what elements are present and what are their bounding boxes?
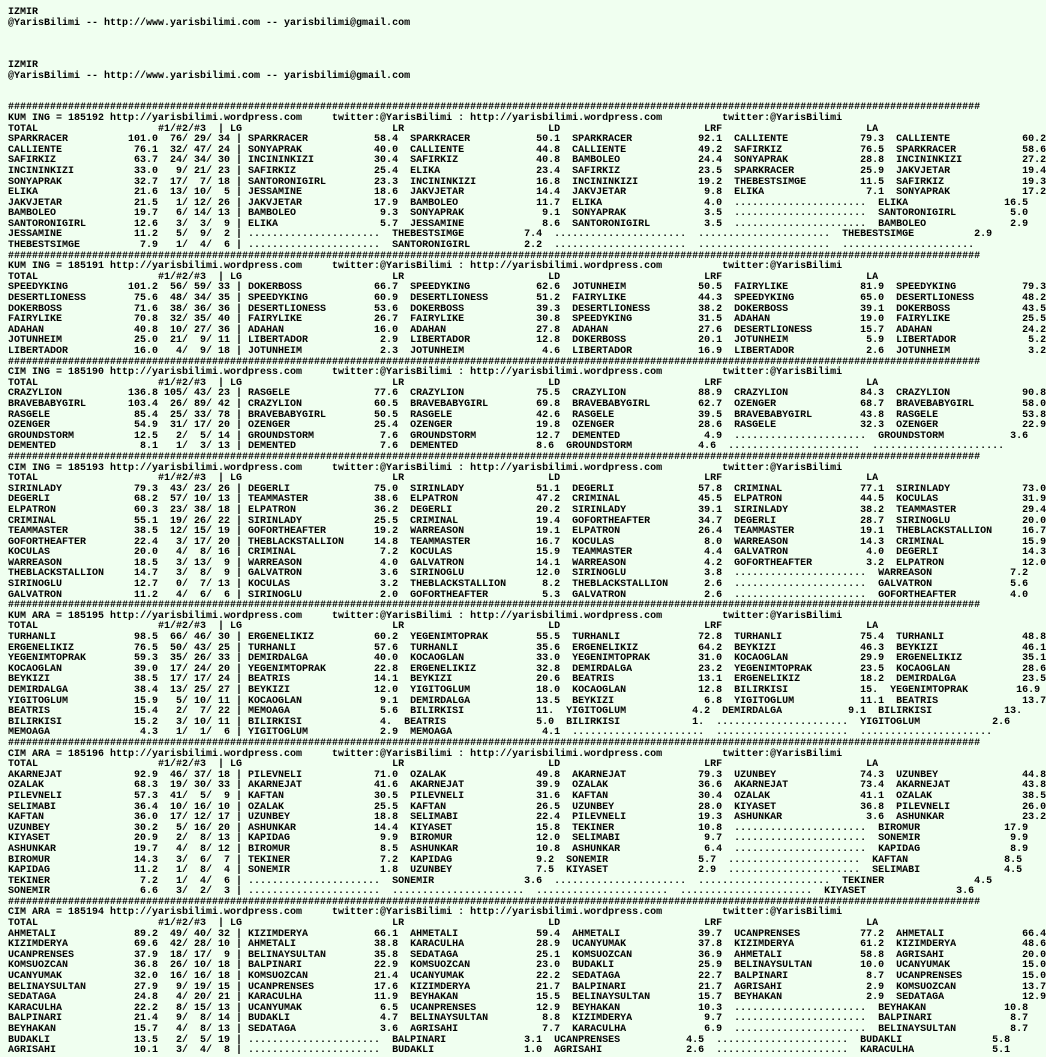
document-page [8,7,1046,1057]
race-statistics-text: IZMIR @YarisBilimi -- http://www.yarisbilimi.com -- yarisbilimi@gmail.com IZMIR @YarisBilimi -- http://www.yarisbilimi.com -- yarisbilimi@gmail.com ################################################################################################################################################################## KUM ING = 185192 http://yarisbilimi.wordpress.com twitter:@YarisBilimi : http://yarisbilimi.wordpress.com twitter:@YarisBilimi TOTAL #1/#2/#3 | LG LR LD LRF LA SPARKRACER 101.0 76/ 29/ 34 | SPARKRACER 58.4 SPARKRACER 50.1 SPARKRACER 92.1 CALLIENTE 79.3 CALLIENTE 60.2 CALLIENTE 76.1 32/ 47/ 24 | SONYAPRAK 40.0 CALLIENTE 44.8 CALLIENTE 49.2 SAFIRKIZ 76.5 SPARKRACER 58.6 SAFIRKIZ 63.7 24/ 34/ 30 | INCININKIZI 30.4 SAFIRKIZ 40.8 BAMBOLEO 24.4 SONYAPRAK 28.8 INCININKIZI 27.2 INCININKIZI 33.0 9/ 21/ 23 | SAFIRKIZ 25.4 ELIKA 23.4 SAFIRKIZ 23.5 SPARKRACER 25.9 JAKVJETAR 19.4 SONYAPRAK 32.7 17/ 7/ 18 | SANTORONIGIRL 23.3 INCININKIZI 16.8 INCININKIZI 19.2 THEBESTSIMGE 11.5 SAFIRKIZ 19.3 ELIKA 21.6 13/ 10/ 5 | JESSAMINE 18.6 JAKVJETAR 14.4 JAKVJETAR 9.8 ELIKA 7.1 SONYAPRAK 17.2 JAKVJETAR 21.5 1/ 12/ 26 | JAKVJETAR 17.9 BAMBOLEO 11.7 ELIKA 4.0 ...................... ELIKA 16.5 BAMBOLEO 19.7 6/ 14/ 13 | BAMBOLEO 9.3 SONYAPRAK 9.1 SONYAPRAK 3.5 ...................... SANTORONIGIRL 5.0 SANTORONIGIRL 12.6 3/ 3/ 9 | ELIKA 5.7 JESSAMINE 8.6 SANTORONIGIRL 3.5 ...................... BAMBOLEO 2.9 JESSAMINE 11.2 5/ 9/ 2 | ...................... THEBESTSIMGE 7.4 ...................... ...................... THEBESTSIMGE 2.9 THEBESTSIMGE 7.9 1/ 4/ 6 | ...................... SANTORONIGIRL 2.2 ...................... ...................... ...................... ################################################################################################################################################################## KUM ING = 185191 http://yarisbilimi.wordpress.com twitter:@YarisBilimi : http://yarisbilimi.wordpress.com twitter:@YarisBilimi TOTAL #1/#2/#3 | LG LR LD LRF LA SPEEDYKING 101.2 56/ 59/ 33 | DOKERBOSS 66.7 SPEEDYKING 62.6 JOTUNHEIM 50.5 FAIRYLIKE 81.9 SPEEDYKING 79.3 DESERTLIONESS 75.6 48/ 34/ 35 | SPEEDYKING 60.9 DESERTLIONESS 51.2 FAIRYLIKE 44.3 SPEEDYKING 65.0 DESERTLIONESS 48.2 DOKERBOSS 71.6 38/ 36/ 36 | DESERTLIONESS 53.6 DOKERBOSS 39.3 DESERTLIONESS 38.2 DOKERBOSS 39.1 DOKERBOSS 43.5 FAIRYLIKE 70.8 32/ 35/ 40 | FAIRYLIKE 26.7 FAIRYLIKE 30.8 SPEEDYKING 31.5 ADAHAN 19.0 FAIRYLIKE 25.5 ADAHAN 40.8 10/ 27/ 36 | ADAHAN 16.0 ADAHAN 27.8 ADAHAN 27.6 DESERTLIONESS 15.7 ADAHAN 24.2 JOTUNHEIM 25.0 21/ 9/ 11 | LIBERTADOR 2.9 LIBERTADOR 12.8 DOKERBOSS 20.1 JOTUNHEIM 5.9 LIBERTADOR 5.2 LIBERTADOR 16.0 4/ 9/ 18 | JOTUNHEIM 2.3 JOTUNHEIM 4.6 LIBERTADOR 16.9 LIBERTADOR 2.6 JOTUNHEIM 3.2 ################################################################################################################################################################## CIM ING = 185190 http://yarisbilimi.wordpress.com twitter:@YarisBilimi : http://yarisbilimi.wordpress.com twitter:@YarisBilimi TOTAL #1/#2/#3 | LG LR LD LRF LA CRAZYLION 136.8 105/ 43/ 23 | RASGELE 77.6 CRAZYLION 75.5 CRAZYLION 88.9 CRAZYLION 84.3 CRAZYLION 90.8 BRAVEBABYGIRL 103.4 26/ 89/ 42 | CRAZYLION 60.5 BRAVEBABYGIRL 69.8 BRAVEBABYGIRL 62.7 OZENGER 68.7 BRAVEBABYGIRL 58.0 RASGELE 85.4 25/ 33/ 78 | BRAVEBABYGIRL 50.5 RASGELE 42.6 RASGELE 39.5 BRAVEBABYGIRL 43.8 RASGELE 53.8 OZENGER 54.9 31/ 17/ 20 | OZENGER 25.4 OZENGER 19.8 OZENGER 28.6 RASGELE 32.3 OZENGER 22.9 GROUNDSTORM 12.5 2/ 5/ 14 | GROUNDSTORM 7.6 GROUNDSTORM 12.7 DEMENTED 4.9 ...................... GROUNDSTORM 3.6 DEMENTED 8.1 1/ 3/ 13 | DEMENTED 7.6 DEMENTED 8.6 GROUNDSTORM 4.6 ...................... ...................... ################################################################################################################################################################## CIM ING = 185193 http://yarisbilimi.wordpress.com twitter:@YarisBilimi : http://yarisbilimi.wordpress.com twitter:@YarisBilimi TOTAL #1/#2/#3 | LG LR LD LRF LA SIRINLADY 79.3 43/ 23/ 26 | DEGERLI 75.0 SIRINLADY 51.1 DEGERLI 57.8 CRIMINAL 77.1 SIRINLADY 73.0 DEGERLI 68.2 57/ 10/ 13 | TEAMMASTER 38.6 ELPATRON 47.2 CRIMINAL 45.5 ELPATRON 44.5 KOCULAS 31.9 ELPATRON 60.3 23/ 38/ 18 | ELPATRON 36.2 DEGERLI 20.2 SIRINLADY 39.1 SIRINLADY 38.2 TEAMMASTER 29.4 CRIMINAL 55.1 19/ 26/ 22 | SIRINLADY 25.5 CRIMINAL 19.4 GOFORTHEAFTER 34.7 DEGERLI 28.7 SIRINOGLU 20.0 TEAMMASTER 38.5 12/ 15/ 19 | GOFORTHEAFTER 19.2 WARREASON 19.1 ELPATRON 26.4 TEAMMASTER 19.1 THEBLACKSTALLION 16.7 GOFORTHEAFTER 22.4 3/ 17/ 20 | THEBLACKSTALLION 14.8 TEAMMASTER 16.7 KOCULAS 8.0 WARREASON 14.3 CRIMINAL 15.9 KOCULAS 20.0 4/ 8/ 16 | CRIMINAL 7.2 KOCULAS 15.9 TEAMMASTER 4.4 GALVATRON 4.0 DEGERLI 14.3 WARREASON 18.5 3/ 13/ 9 | WARREASON 4.0 GALVATRON 14.1 WARREASON 4.2 GOFORTHEAFTER 3.2 ELPATRON 12.0 THEBLACKSTALLION 14.7 3/ 8/ 9 | GALVATRON 3.6 SIRINOGLU 12.0 SIRINOGLU 3.8 ...................... WARREASON 7.2 SIRINOGLU 12.7 0/ 7/ 13 | KOCULAS 3.2 THEBLACKSTALLION 8.2 THEBLACKSTALLION 2.6 ...................... GALVATRON 5.6 GALVATRON 11.2 4/ 6/ 6 | SIRINOGLU 2.0 GOFORTHEAFTER 5.3 GALVATRON 2.6 ...................... GOFORTHEAFTER 4.0 ################################################################################################################################################################## KUM ARA = 185195 http://yarisbilimi.wordpress.com twitter:@YarisBilimi : http://yarisbilimi.wordpress.com twitter:@YarisBilimi TOTAL #1/#2/#3 | LG LR LD LRF LA TURHANLI 98.5 66/ 46/ 30 | ERGENELIKIZ 60.2 YEGENIMTOPRAK 55.5 TURHANLI 72.8 TURHANLI 75.4 TURHANLI 48.8 ERGENELIKIZ 76.5 50/ 43/ 25 | TURHANLI 57.6 TURHANLI 35.6 ERGENELIKIZ 64.2 BEYKIZI 46.3 BEYKIZI 46.1 YEGENIMTOPRAK 59.3 35/ 26/ 33 | DEMIRDALGA 40.0 KOCAOGLAN 33.0 YEGENIMTOPRAK 31.0 KOCAOGLAN 29.9 ERGENELIKIZ 35.1 KOCAOGLAN 39.0 17/ 24/ 20 | YEGENIMTOPRAK 22.8 ERGENELIKIZ 32.8 DEMIRDALGA 23.2 YEGENIMTOPRAK 23.5 KOCAOGLAN 28.6 BEYKIZI 38.5 17/ 17/ 24 | BEATRIS 14.1 BEYKIZI 20.6 BEATRIS 13.1 ERGENELIKIZ 18.2 DEMIRDALGA 23.5 DEMIRDALGA 38.4 13/ 25/ 27 | BEYKIZI 12.0 YIGITOGLUM 18.0 KOCAOGLAN 12.8 BILIRKISI 15. YEGENIMTOPRAK 16.9 YIGITOGLUM 15.9 5/ 10/ 11 | KOCAOGLAN 9.1 DEMIRDALGA 13.5 BEYKIZI 6.8 YIGITOGLUM 11.1 BEATRIS 13.7 BEATRIS 15.4 2/ 7/ 22 | MEMOAGA 5.6 BILIRKISI 11. YIGITOGLUM 4.2 DEMIRDALGA 9.1 BILIRKISI 13. BILIRKISI 15.2 3/ 10/ 11 | BILIRKISI 4. BEATRIS 5.0 BILIRKISI 1. ...................... YIGITOGLUM 2.6 MEMOAGA 4.3 1/ 1/ 6 | YIGITOGLUM 2.9 MEMOAGA 4.1 ...................... ...................... ...................... ################################################################################################################################################################## CIM ARA = 185196 http://yarisbilimi.wordpress.com twitter:@YarisBilimi : http://yarisbilimi.wordpress.com twitter:@YarisBilimi TOTAL #1/#2/#3 | LG LR LD LRF LA AKARNEJAT 92.9 46/ 37/ 18 | PILEVNELI 71.0 OZALAK 49.8 AKARNEJAT 79.3 UZUNBEY 74.3 UZUNBEY 44.8 OZALAK 68.3 19/ 30/ 33 | AKARNEJAT 41.6 AKARNEJAT 39.9 OZALAK 36.6 AKARNEJAT 73.4 AKARNEJAT 43.8 PILEVNELI 57.3 41/ 5/ 9 | KAFTAN 30.5 PILEVNELI 31.6 KAFTAN 30.4 OZALAK 41.1 OZALAK 38.5 SELIMABI 36.4 10/ 16/ 10 | OZALAK 25.5 KAFTAN 26.5 UZUNBEY 28.0 KIYASET 36.8 PILEVNELI 26.0 KAFTAN 36.0 17/ 12/ 17 | UZUNBEY 18.8 SELIMABI 22.4 PILEVNELI 19.3 ASHUNKAR 3.6 ASHUNKAR 23.2 UZUNBEY 30.2 5/ 16/ 20 | ASHUNKAR 14.4 KIYASET 15.8 TEKINER 10.8 ...................... BIROMUR 17.9 KIYASET 20.9 2/ 8/ 13 | KAPIDAG 9.9 BIROMUR 12.0 SELIMABI 9.7 ...................... SONEMIR 9.9 ASHUNKAR 19.7 4/ 8/ 12 | BIROMUR 8.5 ASHUNKAR 10.8 ASHUNKAR 6.4 ...................... KAPIDAG 8.9 BIROMUR 14.3 3/ 6/ 7 | TEKINER 7.2 KAPIDAG 9.2 SONEMIR 5.7 ...................... KAFTAN 8.5 KAPIDAG 11.2 1/ 8/ 4 | SONEMIR 1.8 UZUNBEY 7.5 KIYASET 2.9 ...................... SELIMABI 4.5 TEKINER 7.2 1/ 4/ 6 | ...................... SONEMIR 3.6 ...................... ...................... TEKINER 4.5 SONEMIR 6.6 3/ 2/ 3 | ...................... ...................... ...................... ...................... KIYASET 3.6 ################################################################################################################################################################## CIM ARA = 185194 http://yarisbilimi.wordpress.com twitter:@YarisBilimi : http://yarisbilimi.wordpress.com twitter:@YarisBilimi TOTAL #1/#2/#3 | LG LR LD LRF LA AHMETALI 89.2 49/ 40/ 32 | KIZIMDERYA 66.1 AHMETALI 59.4 AHMETALI 39.7 UCANPRENSES 77.2 AHMETALI 66.4 KIZIMDERYA 69.6 42/ 28/ 10 | AHMETALI 38.8 KARACULHA 28.9 UCANYUMAK 37.8 KIZIMDERYA 61.2 KIZIMDERYA 48.6 UCANPRENSES 37.9 18/ 17/ 9 | BELINAYSULTAN 35.8 SEDATAGA 25.1 KOMSUOZCAN 36.9 AHMETALI 58.8 AGRISAHI 20.0 KOMSUOZCAN 36.8 26/ 10/ 18 | BALPINARI 22.9 KOMSUOZCAN 23.0 BUDAKLI 25.9 BELINAYSULTAN 10.0 UCANYUMAK 15.0 UCANYUMAK 32.0 16/ 16/ 18 | KOMSUOZCAN 21.4 UCANYUMAK 22.2 SEDATAGA 22.7 BALPINARI 8.7 UCANPRENSES 15.0 BELINAYSULTAN 27.9 9/ 19/ 15 | UCANPRENSES 17.6 KIZIMDERYA 21.7 BALPINARI 21.7 AGRISAHI 2.9 KOMSUOZCAN 13.7 SEDATAGA 24.8 4/ 20/ 21 | KARACULHA 11.9 BEYHAKAN 15.5 BELINAYSULTAN 15.7 BEYHAKAN 2.9 SEDATAGA 12.9 KARACULHA 22.2 8/ 15/ 13 | UCANYUMAK 6.5 UCANPRENSES 12.9 BEYHAKAN 10.3 ...................... BEYHAKAN 10.8 BALPINARI 21.4 9/ 8/ 14 | BUDAKLI 4.7 BELINAYSULTAN 8.8 KIZIMDERYA 9.7 ...................... BALPINARI 8.7 BEYHAKAN 15.7 4/ 8/ 13 | SEDATAGA 3.6 AGRISAHI 7.7 KARACULHA 6.9 ...................... BELINAYSULTAN 8.7 BUDAKLI 13.5 2/ 5/ 19 | ...................... BALPINARI 3.1 UCANPRENSES 4.5 ...................... BUDAKLI 5.8 AGRISAHI 10.1 3/ 4/ 8 | ...................... BUDAKLI 1.0 AGRISAHI 2.6 ...................... KARACULHA 5.1 [8,7,1046,1057]
